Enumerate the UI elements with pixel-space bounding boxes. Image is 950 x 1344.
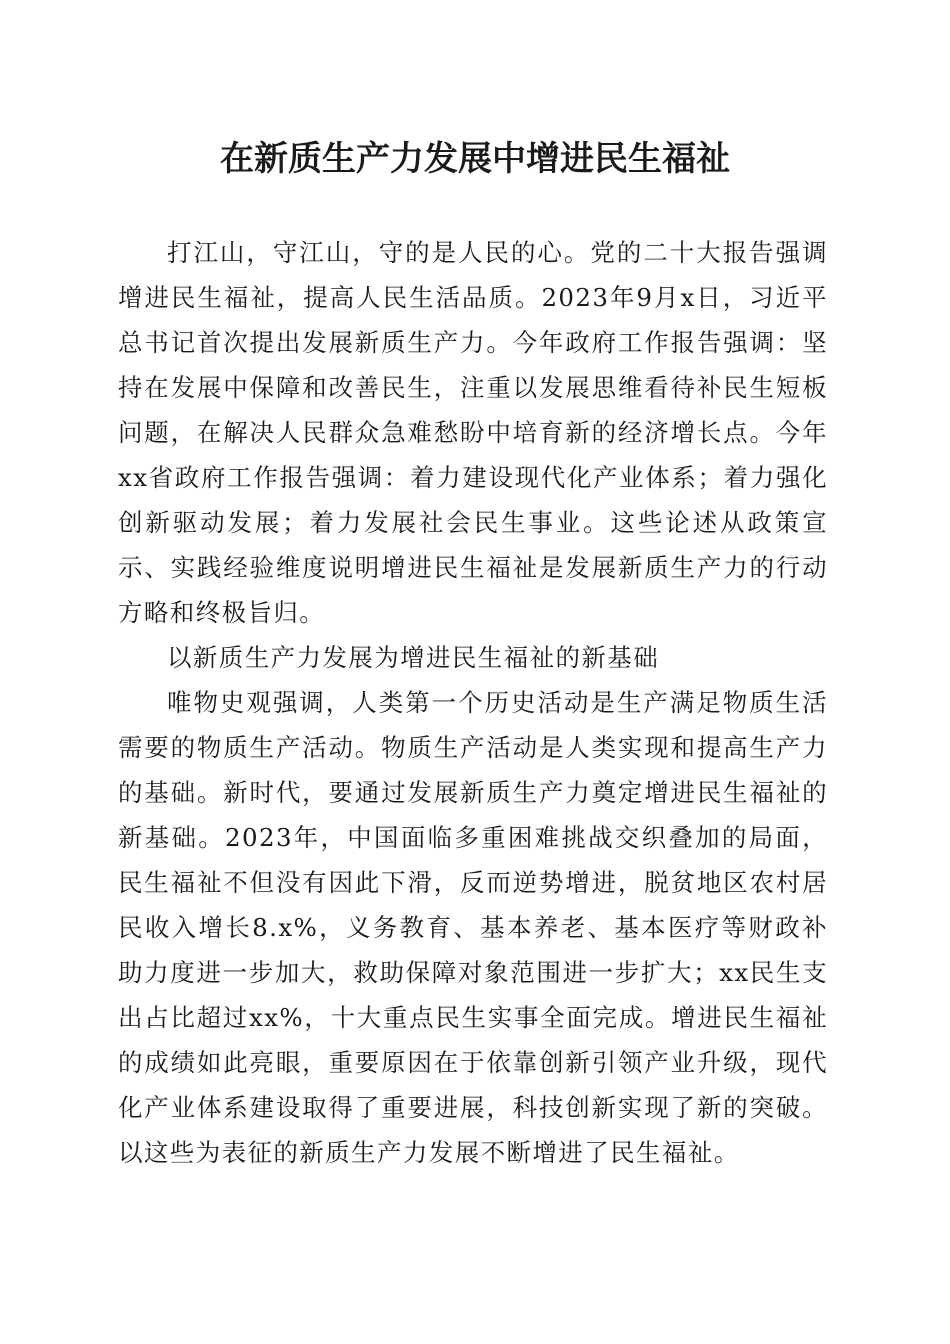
section-paragraph: 唯物史观强调，人类第一个历史活动是生产满足物质生活需要的物质生产活动。物质生产活动是人类实现和提高生产力的基础。新时代，要通过发展新质生产力奠定增进民生福祉的新基础。2023年，中国面临多重困难挑战交织叠加的局面，民生福祉不但没有因此下滑，反而逆势增进，脱贫地区农村居民收入增长8.x%，义务教育、基本养老、基本医疗等财政补助力度进一步加大，救助保障对象范围进一步扩大；xx民生支出占比超过xx%，十大重点民生实事全面完成。增进民生福祉的成绩如此亮眼，重要原因在于依靠创新引领产业升级，现代化产业体系建设取得了重要进展，科技创新实现了新的突破。以这些为表征的新质生产力发展不断增进了民生福祉。 [118,688,828,1167]
document-title: 在新质生产力发展中增进民生福祉 [220,139,730,179]
intro-paragraph: 打江山，守江山，守的是人民的心。党的二十大报告强调增进民生福祉，提高人民生活品质。2023年9月x日，习近平总书记首次提出发展新质生产力。今年政府工作报告强调：坚持在发展中保障和改善民生，注重以发展思维看待补民生短板问题，在解决人民群众急难愁盼中培育新的经济增长点。今年xx省政府工作报告强调：着力建设现代化产业体系；着力强化创新驱动发展；着力发展社会民生事业。这些论述从政策宣示、实践经验维度说明增进民生福祉是发展新质生产力的行动方略和终极旨归。 [118,238,828,627]
section-heading: 以新质生产力发展为增进民生福祉的新基础 [167,643,660,672]
document-body [118,230,828,1175]
